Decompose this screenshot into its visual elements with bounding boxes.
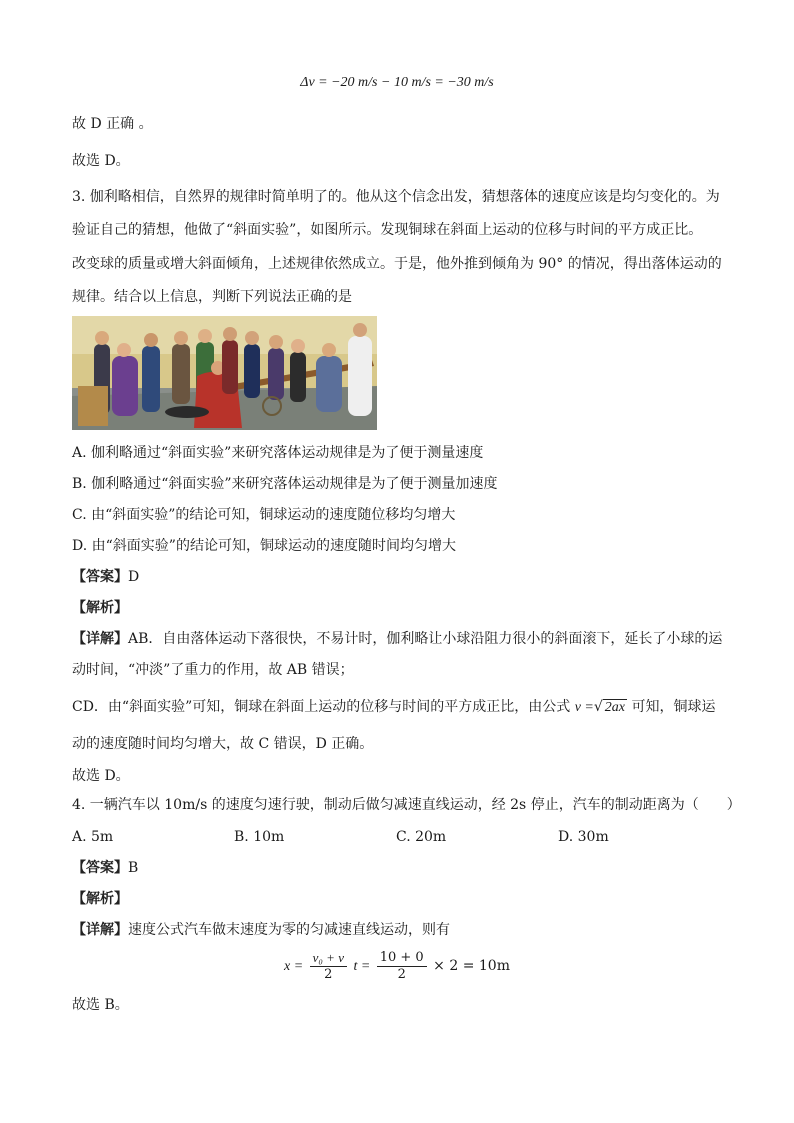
sqrt-sign-icon: √ bbox=[593, 699, 603, 715]
q3-analysis-label: 【解析】 bbox=[72, 600, 128, 616]
galileo-inclined-plane-figure bbox=[72, 316, 377, 430]
q4-equation: x = $\frac{\text{v₀ + v}}{2}$ t = $\frac{10 + 0}{2}$ × 2 = 10m bbox=[284, 949, 510, 982]
galileo-painting-icon bbox=[72, 316, 377, 430]
equation-delta-v: Δv = −20 m/s − 10 m/s = −30 m/s bbox=[300, 75, 494, 90]
q3-detail-line2: 动时间，“冲淡”了重力的作用，故 AB 错误； bbox=[72, 662, 354, 678]
q4-option-b: B. 10m bbox=[234, 829, 285, 845]
conclusion-d-correct: 故 D 正确 。 bbox=[72, 116, 153, 132]
q4-choose: 故选 B。 bbox=[72, 997, 129, 1013]
formula-sqrt-content: 2ax bbox=[604, 700, 626, 715]
q3-stem-line3: 改变球的质量或增大斜面倾角，上述规律依然成立。于是，他外推到倾角为 90° 的情况，得出落体运动的 bbox=[72, 256, 722, 272]
q3-stem-line1: 3. 伽利略相信，自然界的规律时简单明了的。他从这个信念出发，猜想落体的速度应该是均匀变化的。为 bbox=[72, 189, 720, 205]
q3-choose: 故选 D。 bbox=[72, 768, 130, 784]
q4-analysis-label: 【解析】 bbox=[72, 891, 128, 907]
q4-option-d: D. 30m bbox=[558, 829, 609, 845]
answer-label: 【答案】 bbox=[72, 569, 128, 585]
q3-stem-line2: 验证自己的猜想，他做了“斜面实验”，如图所示。发现铜球在斜面上运动的位移与时间的平方成正比。 bbox=[72, 222, 703, 238]
q3-stem-line4: 规律。结合以上信息，判断下列说法正确的是 bbox=[72, 289, 352, 305]
q4-option-a: A. 5m bbox=[72, 829, 114, 845]
choose-d-first: 故选 D。 bbox=[72, 153, 130, 169]
q4-detail: 【详解】速度公式汽车做末速度为零的匀减速直线运动，则有 bbox=[72, 922, 450, 938]
fraction-v0-plus-v: $\frac{\text{v₀ + v}}{2}$ bbox=[310, 950, 347, 983]
q4-answer: 【答案】B bbox=[72, 860, 139, 876]
q3-answer bbox=[72, 567, 139, 587]
formula-v: v = bbox=[574, 700, 594, 715]
q3-option-a: A. 伽利略通过“斜面实验”来研究落体运动规律是为了便于测量速度 bbox=[72, 445, 484, 461]
q3-option-d: D. 由“斜面实验”的结论可知，铜球运动的速度随时间均匀增大 bbox=[72, 538, 456, 554]
q4-option-c: C. 20m bbox=[396, 829, 447, 845]
answer-value: D bbox=[128, 569, 140, 585]
q3-detail-line1: 【详解】AB．自由落体运动下落很快，不易计时，伽利略让小球沿阻力很小的斜面滚下，延长了小球的运 bbox=[72, 631, 723, 647]
q4-stem: 4. 一辆汽车以 10m/s 的速度匀速行驶，制动后做匀减速直线运动，经 2s 停止，汽车的制动距离为（ ） bbox=[72, 797, 741, 813]
detail-label: 【详解】 bbox=[72, 631, 128, 647]
q3-option-c: C. 由“斜面实验”的结论可知，铜球运动的速度随位移均匀增大 bbox=[72, 507, 456, 523]
q3-detail-line3: CD．由“斜面实验”可知，铜球在斜面上运动的位移与时间的平方成正比，由公式 v =√ 2ax 可知，铜球运 bbox=[72, 699, 716, 715]
q3-option-b: B. 伽利略通过“斜面实验”来研究落体运动规律是为了便于测量加速度 bbox=[72, 476, 498, 492]
fraction-10-plus-0: $\frac{10 + 0}{2}$ bbox=[377, 950, 427, 983]
q3-detail-line4: 动的速度随时间均匀增大，故 C 错误，D 正确。 bbox=[72, 736, 374, 752]
